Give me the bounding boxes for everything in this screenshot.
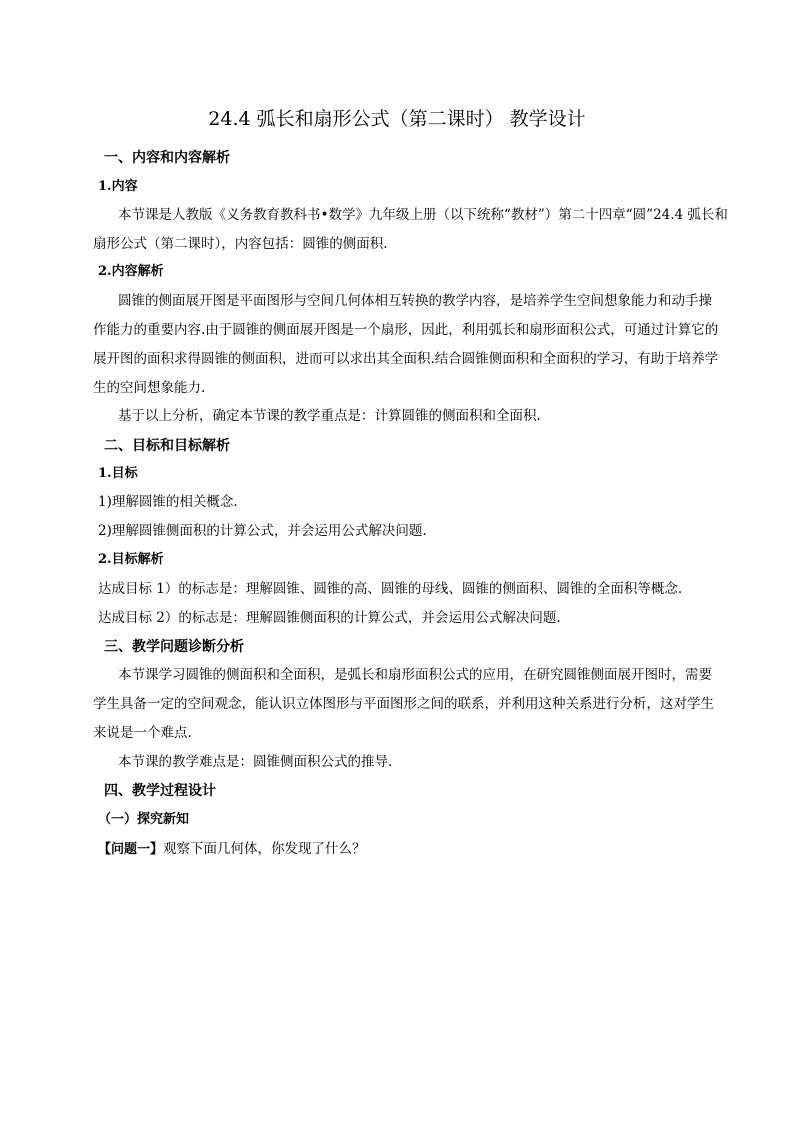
subheading-goals: 1.目标: [98, 466, 138, 481]
question-one-text: 观察下面几何体，你发现了什么？: [163, 841, 366, 857]
section-heading-diagnosis: 三、教学问题诊断分析: [104, 639, 244, 655]
subheading-goal-analysis: 2.目标解析: [98, 552, 164, 567]
paragraph-difficulty: 本节课的教学难点是：圆锥侧面积公式的推导.: [118, 754, 393, 770]
paragraph-analysis-line-1: 圆锥的侧面展开图是平面图形与空间几何体相互转换的教学内容，是培养学生空间想象能力和动手操: [118, 293, 712, 309]
paragraph-diagnosis-line-1: 本节课学习圆锥的侧面积和全面积，是弧长和扇形面积公式的应用，在研究圆锥侧面展开图时，需要: [118, 667, 712, 683]
document-title: 24.4 弧长和扇形公式（第二课时） 教学设计: [208, 108, 586, 130]
paragraph-analysis-line-3: 展开图的面积求得圆锥的侧面积，进而可以求出其全面积.结合圆锥侧面积和全面积的学习，有助于培养学: [93, 351, 719, 367]
paragraph-analysis-line-2: 作能力的重要内容.由于圆锥的侧面展开图是一个扇形，因此，利用弧长和扇形面积公式，可通过计算它的: [93, 322, 719, 338]
paragraph-key-points: 基于以上分析，确定本节课的教学重点是：计算圆锥的侧面积和全面积.: [118, 408, 541, 424]
goal-analysis-1: 达成目标 1）的标志是：理解圆锥、圆锥的高、圆锥的母线、圆锥的侧面积、圆锥的全面积等概念.: [98, 581, 683, 597]
paragraph-diagnosis-line-3: 来说是一个难点.: [93, 725, 192, 741]
section-heading-goals: 二、目标和目标解析: [104, 438, 230, 454]
section-heading-process: 四、教学过程设计: [104, 783, 216, 799]
question-one: [98, 839, 366, 860]
paragraph-analysis-line-4: 生的空间想象能力.: [93, 380, 206, 396]
goal-item-1: 1)理解圆锥的相关概念.: [98, 494, 238, 510]
paragraph-content-line-2: 扇形公式（第二课时），内容包括：圆锥的侧面积.: [93, 236, 388, 252]
paragraph-content-line-1: 本节课是人教版《义务教育教科书•数学》九年级上册（以下统称“教材”）第二十四章“圆”24.4 弧长和: [118, 207, 728, 223]
question-one-label: 【问题一】: [98, 842, 164, 857]
subheading-explore: （一）探究新知: [98, 812, 190, 827]
subheading-content-analysis: 2.内容解析: [98, 264, 164, 279]
goal-item-2: 2)理解圆锥侧面积的计算公式，并会运用公式解决问题.: [98, 523, 427, 539]
goal-analysis-2: 达成目标 2）的标志是：理解圆锥侧面积的计算公式，并会运用公式解决问题.: [98, 610, 561, 626]
subheading-content: 1.内容: [98, 179, 138, 194]
section-heading-content: 一、内容和内容解析: [104, 150, 230, 166]
paragraph-diagnosis-line-2: 学生具备一定的空间观念，能认识立体图形与平面图形之间的联系，并利用这种关系进行分析，这对学生: [93, 696, 714, 712]
